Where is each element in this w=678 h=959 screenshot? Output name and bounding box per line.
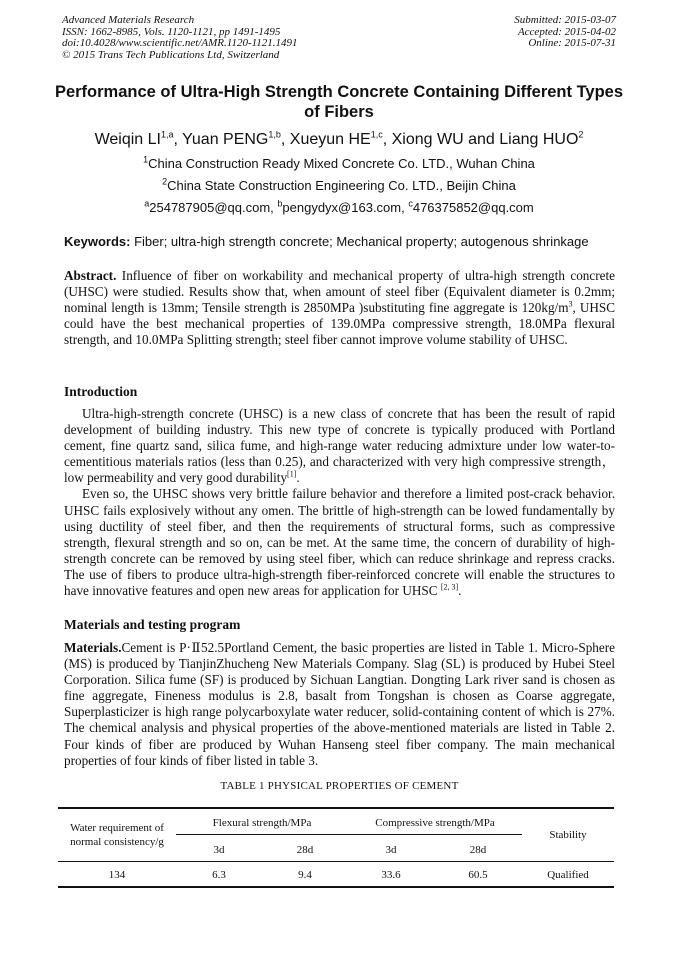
unit-superscript: 3 <box>568 299 573 309</box>
paragraph-end: . <box>458 583 462 599</box>
copyright-line: © 2015 Trans Tech Publications Ltd, Switzerland <box>62 48 280 61</box>
table-cell: 134 <box>108 869 126 881</box>
subheader-28d: 28d <box>296 844 314 856</box>
author-name: Weiqin LI <box>94 131 161 148</box>
running-header <box>62 15 616 61</box>
citation: [2, 3] <box>440 582 459 592</box>
doi-line: doi:10.4028/www.scientific.net/AMR.1120-1121.1491 <box>62 37 298 49</box>
introduction-heading: Introduction <box>64 384 138 399</box>
table-cell: 6.3 <box>212 869 226 881</box>
table-top-rule <box>58 807 614 809</box>
title-line-1: Performance of Ultra-High Strength Concrete Containing Different Types <box>54 83 624 101</box>
table-bottom-rule <box>58 886 614 888</box>
email-superscript: c <box>408 198 413 209</box>
intro-paragraph-1 <box>64 406 615 486</box>
header-stability: Stability <box>549 829 587 841</box>
author-superscript: 2 <box>578 129 584 140</box>
online-date: Online: 2015-07-31 <box>528 37 616 49</box>
keywords <box>64 234 618 250</box>
header-compressive-strength: Compressive strength/MPa <box>375 817 495 829</box>
submitted-date: Submitted: 2015-03-07 <box>514 14 616 26</box>
header-text: Water requirement of <box>70 822 164 834</box>
table-cell: Qualified <box>547 869 589 881</box>
email-line <box>40 200 638 216</box>
paper-title <box>50 82 628 122</box>
title-line-2: of Fibers <box>304 103 374 121</box>
abstract-label: Abstract. <box>64 268 117 283</box>
materials-body <box>64 640 615 769</box>
journal-info <box>62 15 298 61</box>
journal-name: Advanced Materials Research <box>62 14 195 26</box>
cement-properties-table <box>58 807 614 887</box>
affiliation-text: China State Construction Engineering Co. LTD., Beijin China <box>167 178 516 193</box>
affiliation-1 <box>40 156 638 172</box>
table-header-rule <box>58 861 614 862</box>
author-superscript: 1,b <box>268 129 281 140</box>
affiliation-superscript: 1 <box>143 154 149 165</box>
materials-label: Materials. <box>64 640 122 655</box>
author-superscript: 1,c <box>370 129 383 140</box>
header-text: normal consistency/g <box>70 836 164 848</box>
keywords-text: Fiber; ultra-high strength concrete; Mechanical property; autogenous shrinkage <box>130 234 589 249</box>
author-superscript: 1,a <box>160 129 174 140</box>
issn-line: ISSN: 1662-8985, Vols. 1120-1121, pp 1491-1495 <box>62 25 281 38</box>
email-superscript: a <box>144 198 150 209</box>
paragraph-text: Ultra-high-strength concrete (UHSC) is a new class of concrete that has been the result of rapid development of building industry. This new type of concrete is typically produced with Portland cement, fine quartz sand, silica fume, and high-range water reducing admixture under low water-to-cementitious materials ratios (less than 0.25), and characterized with very high compressive strength，low permeability and very good durability <box>64 406 615 486</box>
table-group-rule <box>176 834 522 835</box>
introduction-body <box>64 406 615 599</box>
email-superscript: b <box>277 198 283 209</box>
paragraph-text: Even so, the UHSC shows very brittle failure behavior and therefore a limited post-crack behavior. UHSC fails explosively without any omen. The brittle of high-strength can be lowed fundamentally by using ductility of steel fiber, and then the requirements of structural forms, such as compressive strength, flexural strength and so on, can be met. At the same time, the concern of durability of high-strength concrete can be removed by using steel fiber, which can reduce shrinkage and repress cracks. The use of fibers to produce ultra-high-strength fiber-reinforced concrete will enable the structures to have innovative features and open new areas for application for UHSC <box>64 486 615 599</box>
header-water-requirement <box>58 821 176 849</box>
author-name: , Xueyun HE <box>280 131 371 148</box>
subheader-3d: 3d <box>385 844 397 856</box>
materials-text: Cement is P·Ⅱ52.5Portland Cement, the basic properties are listed in Table 1. Micro-Sphere (MS) is produced by TianjinZhucheng New Materials Company. Slag (SL) is produced by Hubei Steel Corporation. Silica fume (SF) is produced by Sichuan Langtian. Dongting Lark river sand is chosen as fine aggregate, Fineness modulus is 2.8, basalt from Tongshan is chosen as Coarse aggregate, Superplasticizer is high range polycarboxylate water reducer, solid-containing content of which is 27%. The chemical analysis and physical properties of the above-mentioned materials are listed in Table 2. Four kinds of fiber are produced by Wuhan Hanseng steel fiber company. The main mechanical properties of four kinds of fiber listed in table 3. <box>64 640 615 768</box>
keywords-label: Keywords: <box>64 234 131 249</box>
email-link[interactable]: 476375852@qq.com <box>412 200 534 215</box>
accepted-date: Accepted: 2015-04-02 <box>517 25 616 38</box>
header-flexural-strength: Flexural strength/MPa <box>212 817 312 829</box>
author-list <box>40 130 638 150</box>
author-name: , Xiong WU and Liang HUO <box>382 131 579 148</box>
table-caption: TABLE 1 PHYSICAL PROPERTIES OF CEMENT <box>220 780 459 792</box>
subheader-3d: 3d <box>213 844 225 856</box>
materials-heading: Materials and testing program <box>64 617 241 632</box>
intro-paragraph-2 <box>64 486 615 599</box>
affiliation-superscript: 2 <box>162 176 168 187</box>
table-cell: 9.4 <box>298 869 312 881</box>
dates-info <box>514 15 616 50</box>
table-cell: 60.5 <box>468 869 488 881</box>
citation: [1] <box>287 469 297 479</box>
subheader-28d: 28d <box>469 844 487 856</box>
abstract <box>64 268 615 348</box>
email-link[interactable]: pengydyx@163.com, <box>282 200 409 215</box>
affiliation-2 <box>40 178 638 194</box>
abstract-text: Influence of fiber on workability and mechanical property of ultra-high strength concrete (UHSC) were studied. Results show that, when amount of steel fiber (Equivalent diameter is 0.2mm; nominal length is 13mm; Tensile strength is 2850MPa )substituting fine aggregate is 120kg/m <box>64 268 615 316</box>
abstract-text-cont: , UHSC could have the best mechanical properties of 139.0MPa compressive strength, 18.0MPa flexural strength, and 10.0MPa Splitting strength; steel fiber cannot improve volume stability of UHSC. <box>64 300 616 348</box>
table-cell: 33.6 <box>381 869 401 881</box>
affiliation-text: China Construction Ready Mixed Concrete Co. LTD., Wuhan China <box>148 156 535 171</box>
email-link[interactable]: 254787905@qq.com, <box>149 200 278 215</box>
author-name: , Yuan PENG <box>173 131 269 148</box>
paragraph-end: . <box>296 470 300 486</box>
